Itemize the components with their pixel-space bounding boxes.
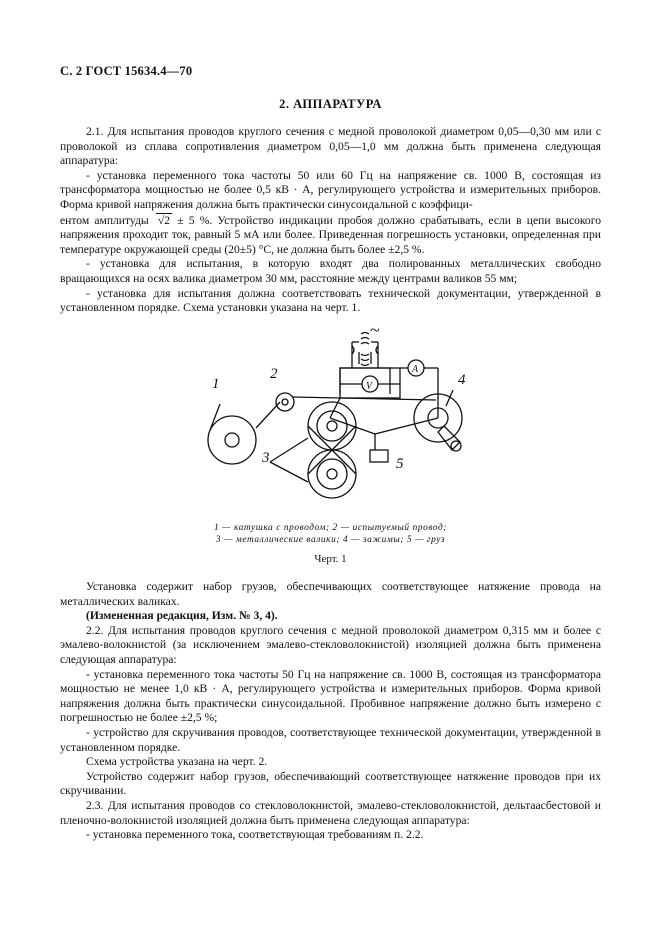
- figure-title: Черт. 1: [314, 553, 347, 565]
- paragraph: 2.3. Для испытания проводов со стекловолокнистой, эмалево-стекловолокнистой, дельтаасбестовой и пленочно-волокнистой изоляцией должна быть применена следующая аппаратура:: [60, 798, 601, 827]
- roller-3-top: [308, 402, 356, 450]
- sqrt-value: 2: [164, 213, 171, 227]
- roller-3-bottom: [308, 450, 356, 498]
- paragraph: - установка для испытания должна соответствовать технической документации, утвержденной в установленном порядке. Схема установки указана на черт. 1.: [60, 286, 601, 315]
- paragraph: - установка переменного тока частоты 50 или 60 Гц на напряжение св. 1000 В, состоящая из трансформатора мощностью не более 0,5 кВ · А, регулирующего устройства и измерительных приборов. Форма кривой напряжения должна быть практически синусоидальной с коэффици-: [60, 168, 601, 211]
- page-header: С. 2 ГОСТ 15634.4—70: [60, 64, 193, 78]
- paragraph: 2.2. Для испытания проводов круглого сечения с медной проволокой диаметром 0,315 мм и более с эмалево-волокнистой (за исключением эмалево-стекловолокнистой) изоляцией должна быть применена следующая аппаратура:: [60, 623, 601, 666]
- amp-prefix: ентом амплитуды: [60, 213, 149, 227]
- label-5: 5: [396, 456, 404, 472]
- amp-rest: . Устройство индикации пробоя должно срабатывать, если в цепи высокого напряжения проходит ток, равный 5 мА или более. Приведенная погрешность установки, определенная при температуре окружающей среды (20±5) °С, не должна быть более ±2,5 %.: [60, 213, 601, 256]
- paragraph: 2.1. Для испытания проводов круглого сечения с медной проволокой диаметром 0,05—0,30 мм или с проволокой из сплава сопротивления диаметром 0,05—1,0 мм должна быть применена следующая аппаратура:: [60, 125, 601, 168]
- weight-5: [370, 450, 388, 462]
- sqrt-symbol: √2: [157, 213, 171, 227]
- label-1: 1: [212, 376, 220, 392]
- paragraph: Устройство содержит набор грузов, обеспечивающий соответствующее натяжение проводов при их скручивании.: [60, 769, 601, 798]
- ammeter-label: A: [412, 364, 419, 375]
- amendment-note: (Измененная редакция, Изм. № 3, 4).: [86, 609, 278, 623]
- paragraph: [60, 213, 601, 258]
- caption-line-1: 1 — катушка с проводом; 2 — испытуемый провод;: [213, 523, 447, 533]
- amp-value: ± 5 %: [177, 213, 210, 227]
- section-2-2-text: [60, 580, 601, 843]
- label-3: 3: [262, 450, 270, 466]
- figure-caption: [60, 523, 601, 546]
- section-title: 2. АППАРАТУРА: [279, 97, 382, 111]
- paragraph: Схема устройства указана на черт. 2.: [86, 755, 268, 769]
- voltmeter-label: V: [366, 381, 373, 392]
- paragraph: - установка переменного тока, соответствующая требованиям п. 2.2.: [86, 828, 424, 842]
- paragraph: Установка содержит набор грузов, обеспечивающих соответствующее натяжение провода на металлических валиках.: [60, 580, 601, 608]
- paragraph: - устройство для скручивания проводов, соответствующее технической документации, утвержденной в установленном порядке.: [60, 725, 601, 754]
- caption-line-2: 3 — металлические валики; 4 — зажимы; 5 — груз: [215, 534, 446, 545]
- paragraph: - установка переменного тока частоты 50 Гц на напряжение св. 1000 В, состоящая из трансформатора мощностью не менее 1,0 кВ · А, регулирующего устройства и измерительных приборов. Форма кривой напряжения должна быть практически синусоидальной. Пробивное напряжение должно быть измерено с погрешностью не более ±2,5 %;: [60, 667, 601, 725]
- label-2: 2: [270, 366, 278, 382]
- label-4: 4: [458, 372, 466, 388]
- ac-symbol: ~: [370, 322, 380, 340]
- spool-1: [208, 416, 256, 464]
- section-2-1-text: [60, 125, 601, 316]
- figure-1-diagram: [190, 322, 480, 507]
- pulley-2: [276, 393, 294, 411]
- paragraph: - установка для испытания, в которую входят два полированных металлических свободно вращающихся на осях валика диаметром 30 мм, расстояние между центрами валиков 55 мм;: [60, 257, 601, 285]
